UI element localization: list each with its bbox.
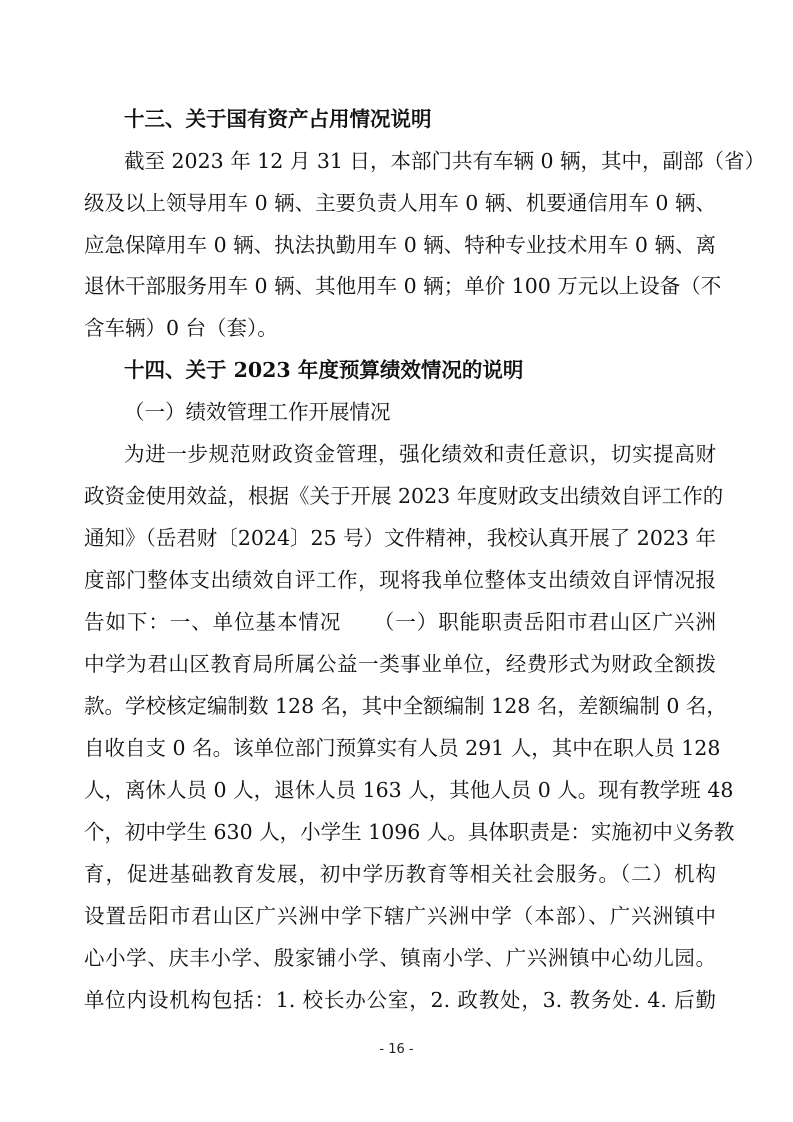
paragraph-line: 为进一步规范财政资金管理，强化绩效和责任意识，切实提高财: [124, 442, 716, 466]
paragraph-line: 款。学校核定编制数 128 名，其中全额编制 128 名，差额编制 0 名，: [84, 694, 727, 718]
paragraph-line: 级及以上领导用车 0 辆、主要负责人用车 0 辆、机要通信用车 0 辆、: [84, 191, 716, 215]
paragraph-line: 设置岳阳市君山区广兴洲中学下辖广兴洲中学（本部）、广兴洲镇中: [84, 904, 716, 928]
paragraph-line: 政资金使用效益，根据《关于开展 2023 年度财政支出绩效自评工作的: [84, 484, 724, 508]
paragraph-line: 个，初中学生 630 人，小学生 1096 人。具体职责是：实施初中义务教: [84, 820, 735, 844]
paragraph-line: 截至 2023 年 12 月 31 日，本部门共有车辆 0 辆，其中，副部（省）: [124, 149, 766, 173]
paragraph-line: 育，促进基础教育发展，初中学历教育等相关社会服务。（二）机构: [84, 862, 716, 886]
paragraph-line: 告如下：一、单位基本情况 （一）职能职责岳阳市君山区广兴洲: [84, 610, 716, 634]
section-14-subheading: （一）绩效管理工作开展情况: [124, 400, 391, 424]
paragraph-line: 含车辆）0 台（套）。: [84, 316, 278, 340]
paragraph-line: 人，离休人员 0 人，退休人员 163 人，其他人员 0 人。现有教学班 48: [84, 778, 734, 802]
paragraph-line: 中学为君山区教育局所属公益一类事业单位，经费形式为财政全额拨: [84, 652, 716, 676]
section-13-heading: 十三、关于国有资产占用情况说明: [124, 107, 432, 131]
page-number: - 16 -: [379, 1042, 414, 1057]
paragraph-line: 单位内设机构包括：1. 校长办公室，2. 政教处，3. 教务处. 4. 后勤: [84, 988, 716, 1012]
section-14-heading: 十四、关于 2023 年度预算绩效情况的说明: [124, 358, 524, 382]
paragraph-line: 通知》（岳君财〔2024〕25 号）文件精神，我校认真开展了 2023 年: [84, 526, 716, 550]
paragraph-line: 度部门整体支出绩效自评工作，现将我单位整体支出绩效自评情况报: [84, 568, 716, 592]
paragraph-line: 自收自支 0 名。该单位部门预算实有人员 291 人，其中在职人员 128: [84, 736, 721, 760]
paragraph-line: 退休干部服务用车 0 辆、其他用车 0 辆；单价 100 万元以上设备（不: [84, 274, 722, 298]
paragraph-line: 心小学、庆丰小学、殷家铺小学、镇南小学、广兴洲镇中心幼儿园。: [84, 946, 716, 970]
paragraph-line: 应急保障用车 0 辆、执法执勤用车 0 辆、特种专业技术用车 0 辆、离: [84, 233, 716, 257]
